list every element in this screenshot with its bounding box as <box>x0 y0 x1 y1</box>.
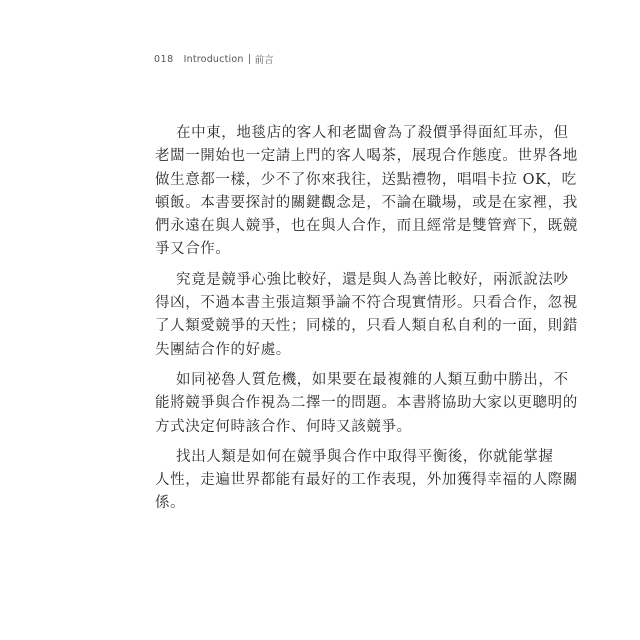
running-head <box>154 52 274 66</box>
text-line: 係。 <box>155 495 186 512</box>
text-line: 得凶，不過本書主張這類爭論不符合現實情形。只看合作，忽視 <box>155 295 578 312</box>
body-text <box>155 122 578 523</box>
text-line: 究竟是競爭心強比較好，還是與人為善比較好，兩派說法吵 <box>176 271 569 288</box>
text-line: 頓飯。本書要探討的關鍵觀念是，不論在職場，或是在家裡，我 <box>155 194 578 211</box>
header-divider <box>249 54 250 64</box>
text-line: 人性，走遍世界都能有最好的工作表現，外加獲得幸福的人際關 <box>155 472 578 489</box>
section-title-english: Introduction <box>183 53 244 65</box>
text-line: 做生意都一樣，少不了你來我往，送點禮物，唱唱卡拉 OK，吃 <box>155 171 577 188</box>
text-line: 了人類愛競爭的天性；同樣的，只看人類自私自利的一面，則錯 <box>155 318 578 335</box>
text-line: 找出人類是如何在競爭與合作中取得平衡後，你就能掌握 <box>176 448 554 465</box>
paragraph <box>155 269 578 362</box>
text-line: 如同祕魯人質危機，如果要在最複雜的人類互動中勝出，不 <box>176 371 569 388</box>
text-line: 失團結合作的好處。 <box>155 341 291 358</box>
text-line: 在中東，地毯店的客人和老闆會為了殺價爭得面紅耳赤，但 <box>176 125 569 141</box>
page-number: 018 <box>154 53 174 65</box>
text-line: 們永遠在與人競爭，也在與人合作，而且經常是雙管齊下，既競 <box>155 218 578 235</box>
text-line: 方式決定何時該合作、何時又該競爭。 <box>155 418 412 435</box>
paragraph <box>155 446 578 516</box>
text-line: 能將競爭與合作視為二擇一的問題。本書將協助大家以更聰明的 <box>155 395 578 412</box>
section-title-chinese: 前言 <box>254 55 274 66</box>
text-line: 老闆一開始也一定請上門的客人喝茶，展現合作態度。世界各地 <box>155 148 578 165</box>
paragraph <box>155 122 578 262</box>
paragraph <box>155 369 578 439</box>
text-line: 爭又合作。 <box>155 241 231 258</box>
